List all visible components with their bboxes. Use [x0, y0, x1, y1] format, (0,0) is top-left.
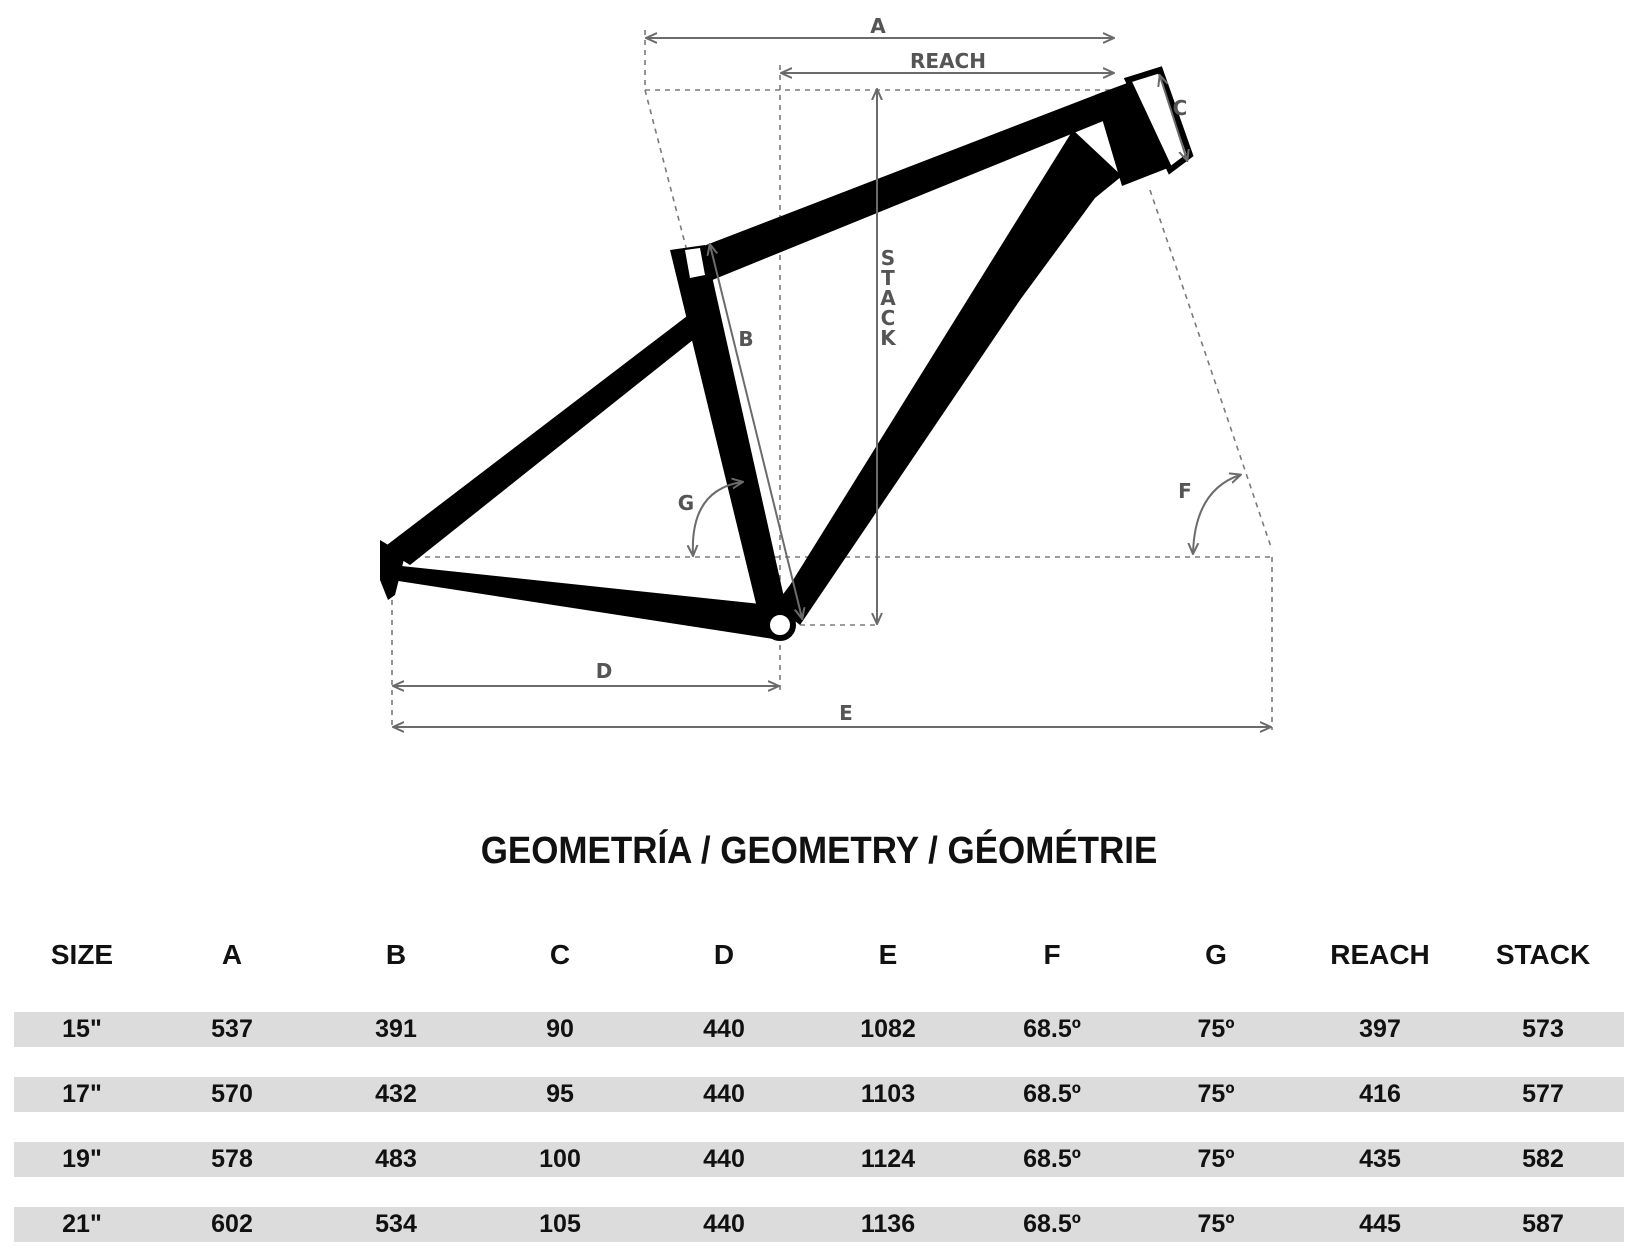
cell-g: 75º [1134, 1012, 1298, 1047]
cell-a: 537 [150, 1012, 314, 1047]
label-e: E [839, 701, 853, 725]
label-c: C [1172, 96, 1188, 120]
cell-reach: 435 [1298, 1142, 1462, 1177]
cell-size: 19" [14, 1142, 150, 1177]
cell-stack: 577 [1462, 1077, 1624, 1112]
cell-e: 1082 [806, 1012, 970, 1047]
cell-c: 90 [478, 1012, 642, 1047]
cell-f: 68.5º [970, 1012, 1134, 1047]
header-f: F [1043, 939, 1061, 970]
cell-d: 440 [642, 1142, 806, 1177]
cell-reach: 416 [1298, 1077, 1462, 1112]
cell-b: 534 [314, 1207, 478, 1242]
cell-a: 578 [150, 1142, 314, 1177]
cell-b: 391 [314, 1012, 478, 1047]
label-stack-a: A [880, 286, 896, 310]
cell-a: 602 [150, 1207, 314, 1242]
cell-e: 1124 [806, 1142, 970, 1177]
cell-stack: 573 [1462, 1012, 1624, 1047]
cell-e: 1136 [806, 1207, 970, 1242]
page-title: GEOMETRÍA / GEOMETRY / GÉOMÉTRIE [480, 830, 1158, 872]
header-reach: REACH [1330, 939, 1430, 970]
table-header-row [14, 928, 1624, 982]
cell-c: 105 [478, 1207, 642, 1242]
header-e: E [878, 939, 898, 970]
table-row [14, 1012, 1624, 1047]
header-g: G [1205, 939, 1227, 970]
cell-c: 95 [478, 1077, 642, 1112]
cell-reach: 445 [1298, 1207, 1462, 1242]
cell-b: 432 [314, 1077, 478, 1112]
cell-stack: 582 [1462, 1142, 1624, 1177]
header-c: C [549, 939, 571, 970]
label-stack-s: S [880, 246, 896, 270]
label-d: D [595, 659, 613, 683]
cell-d: 440 [642, 1207, 806, 1242]
cell-b: 483 [314, 1142, 478, 1177]
cell-stack: 587 [1462, 1207, 1624, 1242]
label-stack-t: T [881, 266, 895, 290]
dimension-e [394, 701, 1270, 727]
cell-e: 1103 [806, 1077, 970, 1112]
dimension-d [394, 659, 778, 686]
cell-g: 75º [1134, 1142, 1298, 1177]
cell-a: 570 [150, 1077, 314, 1112]
header-stack: STACK [1495, 939, 1591, 970]
table-row [14, 1142, 1624, 1177]
cell-reach: 397 [1298, 1012, 1462, 1047]
label-stack-c: C [880, 306, 896, 330]
cell-g: 75º [1134, 1207, 1298, 1242]
geometry-table [14, 928, 1624, 1242]
cell-g: 75º [1134, 1077, 1298, 1112]
header-size: SIZE [50, 939, 114, 970]
header-b: B [385, 939, 407, 970]
label-f: F [1178, 479, 1192, 503]
cell-f: 68.5º [970, 1207, 1134, 1242]
cell-d: 440 [642, 1012, 806, 1047]
label-stack-k: K [880, 326, 896, 350]
cell-size: 17" [14, 1077, 150, 1112]
cell-d: 440 [642, 1077, 806, 1112]
cell-f: 68.5º [970, 1077, 1134, 1112]
cell-size: 21" [14, 1207, 150, 1242]
cell-c: 100 [478, 1142, 642, 1177]
header-d: D [713, 939, 735, 970]
label-g: G [677, 491, 695, 515]
label-b: B [738, 327, 754, 351]
table-row [14, 1077, 1624, 1112]
cell-f: 68.5º [970, 1142, 1134, 1177]
table-row [14, 1207, 1624, 1242]
label-reach: REACH [910, 49, 986, 73]
dimension-a [647, 14, 1113, 38]
cell-size: 15" [14, 1012, 150, 1047]
header-a: A [221, 939, 243, 970]
angle-f [1178, 475, 1240, 553]
dimension-reach [782, 49, 1113, 73]
label-a: A [870, 14, 886, 38]
bike-frame [380, 70, 1190, 640]
